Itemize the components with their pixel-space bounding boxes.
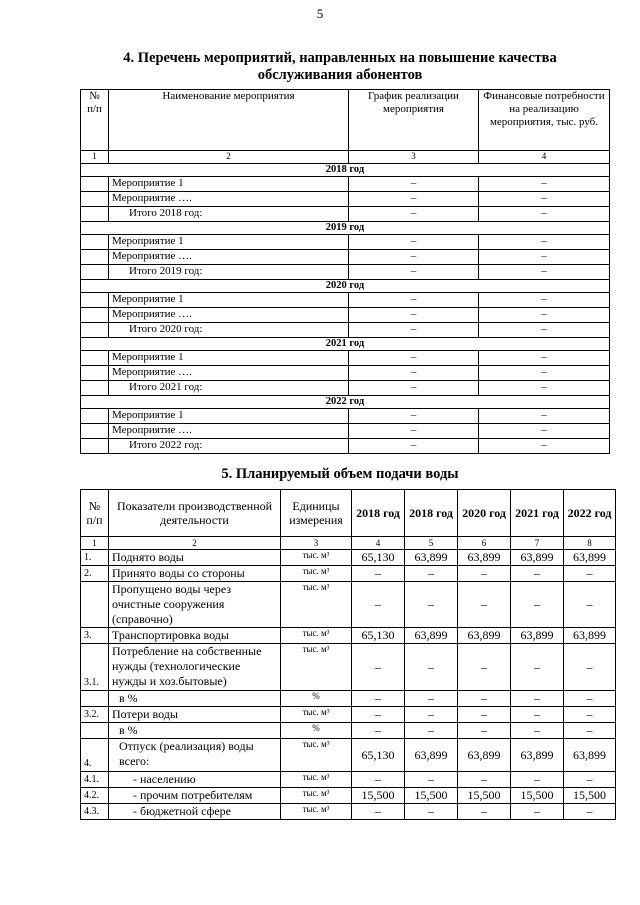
col-header-unit: Единицы измерения [281, 490, 352, 537]
table-row [81, 308, 610, 323]
year-value: – [511, 691, 564, 707]
schedule-value: – [349, 207, 479, 222]
schedule-value: – [349, 177, 479, 192]
row-number [81, 366, 109, 381]
row-number: 1. [81, 550, 109, 566]
finance-value: – [479, 424, 610, 439]
schedule-value: – [349, 351, 479, 366]
table-row [81, 788, 616, 804]
year-value: – [511, 723, 564, 739]
year-value: – [511, 582, 564, 628]
year-value: – [564, 723, 616, 739]
row-number [81, 439, 109, 454]
activity-name: Мероприятие 1 [109, 351, 349, 366]
indicator-name: - населению [109, 772, 281, 788]
indicator-name: Пропущено воды через очистные сооружения (справочно) [109, 582, 281, 628]
year-value: – [458, 772, 511, 788]
year-row [81, 396, 610, 409]
indicator-name: - бюджетной сфере [109, 804, 281, 820]
year-value: – [564, 804, 616, 820]
row-number: 4.2. [81, 788, 109, 804]
table-header [81, 90, 610, 151]
year-value: – [352, 644, 405, 691]
year-value: – [511, 644, 564, 691]
col-header-indicator: Показатели производственной деятельности [109, 490, 281, 537]
indicator-name: Потребление на собственные нужды (технологические нужды и хоз.бытовые) [109, 644, 281, 691]
year-row [81, 222, 610, 235]
year-value: – [352, 723, 405, 739]
row-number: 3. [81, 628, 109, 644]
activity-name: Мероприятие 1 [109, 235, 349, 250]
year-label: 2018 год [81, 164, 610, 177]
col-header-num: № п/п [81, 90, 109, 151]
finance-value: – [479, 265, 610, 280]
column-numbers-row [81, 537, 616, 550]
finance-value: – [479, 409, 610, 424]
year-value: – [405, 644, 458, 691]
year-value: – [405, 804, 458, 820]
finance-value: – [479, 366, 610, 381]
col-number: 4 [352, 537, 405, 550]
row-number: 4.3. [81, 804, 109, 820]
col-header-name: Наименование мероприятия [109, 90, 349, 151]
unit-value: тыс. м³ [281, 772, 352, 788]
year-value: – [405, 772, 458, 788]
col-number: 1 [81, 537, 109, 550]
year-value: – [458, 582, 511, 628]
table-row [81, 582, 616, 628]
indicator-name: в % [109, 723, 281, 739]
activity-name: Итого 2020 год: [109, 323, 349, 338]
row-number [81, 250, 109, 265]
year-value: – [564, 644, 616, 691]
col-header-finance: Финансовые потребности на реализацию мероприятия, тыс. руб. [479, 90, 610, 151]
schedule-value: – [349, 323, 479, 338]
year-value: – [458, 723, 511, 739]
column-numbers-row [81, 151, 610, 164]
indicator-name: Поднято воды [109, 550, 281, 566]
year-value: – [458, 707, 511, 723]
year-value: 15,500 [564, 788, 616, 804]
year-row [81, 164, 610, 177]
finance-value: – [479, 351, 610, 366]
section5-title: 5. Планируемый объем подачи воды [221, 466, 459, 482]
activity-name: Итого 2018 год: [109, 207, 349, 222]
activity-name: Итого 2019 год: [109, 265, 349, 280]
col-number: 6 [458, 537, 511, 550]
year-label: 2019 год [81, 222, 610, 235]
schedule-value: – [349, 192, 479, 207]
row-number [81, 691, 109, 707]
year-value: 15,500 [405, 788, 458, 804]
finance-value: – [479, 192, 610, 207]
row-number [81, 235, 109, 250]
row-number [81, 323, 109, 338]
year-value: 63,899 [511, 550, 564, 566]
year-value: 63,899 [564, 628, 616, 644]
unit-value: тыс. м³ [281, 739, 352, 772]
row-number [81, 409, 109, 424]
schedule-value: – [349, 308, 479, 323]
activity-name: Мероприятие 1 [109, 409, 349, 424]
table-row [81, 366, 610, 381]
water-supply-table [80, 489, 616, 820]
schedule-value: – [349, 265, 479, 280]
row-number [81, 582, 109, 628]
section4-title [60, 50, 620, 84]
finance-value: – [479, 439, 610, 454]
finance-value: – [479, 381, 610, 396]
indicator-name: Принято воды со стороны [109, 566, 281, 582]
year-value: – [511, 707, 564, 723]
finance-value: – [479, 207, 610, 222]
col-header-year: 2018 год [405, 490, 458, 537]
activities-body [81, 164, 610, 454]
schedule-value: – [349, 293, 479, 308]
col-number: 8 [564, 537, 616, 550]
year-value: – [405, 723, 458, 739]
table-row [81, 409, 610, 424]
unit-value: % [281, 723, 352, 739]
table-row [81, 691, 616, 707]
schedule-value: – [349, 409, 479, 424]
table-row [81, 439, 610, 454]
activity-name: Мероприятие …. [109, 366, 349, 381]
row-number: 2. [81, 566, 109, 582]
indicator-name: в % [109, 691, 281, 707]
col-header-year: 2018 год [352, 490, 405, 537]
year-value: – [405, 566, 458, 582]
year-value: – [352, 707, 405, 723]
table-row [81, 772, 616, 788]
activity-name: Мероприятие 1 [109, 177, 349, 192]
year-value: – [564, 772, 616, 788]
table-row [81, 723, 616, 739]
unit-value: тыс. м³ [281, 550, 352, 566]
year-value: 63,899 [458, 739, 511, 772]
table-header [81, 490, 616, 537]
col-number: 3 [349, 151, 479, 164]
col-number: 5 [405, 537, 458, 550]
table-row [81, 707, 616, 723]
page-number: 5 [316, 6, 324, 21]
year-value: – [458, 566, 511, 582]
finance-value: – [479, 235, 610, 250]
table-row [81, 177, 610, 192]
table-row [81, 207, 610, 222]
year-value: 15,500 [458, 788, 511, 804]
year-value: 65,130 [352, 550, 405, 566]
year-row [81, 280, 610, 293]
year-value: – [352, 772, 405, 788]
activity-name: Мероприятие …. [109, 250, 349, 265]
year-value: – [458, 804, 511, 820]
year-value: – [405, 582, 458, 628]
table-row [81, 381, 610, 396]
year-value: 65,130 [352, 739, 405, 772]
year-value: 65,130 [352, 628, 405, 644]
indicator-name: Потери воды [109, 707, 281, 723]
table-row [81, 566, 616, 582]
year-value: – [564, 691, 616, 707]
col-header-year: 2022 год [564, 490, 616, 537]
row-number [81, 265, 109, 280]
year-value: – [511, 804, 564, 820]
row-number [81, 723, 109, 739]
unit-value: тыс. м³ [281, 788, 352, 804]
table-row [81, 351, 610, 366]
year-value: 63,899 [405, 550, 458, 566]
row-number: 4. [81, 739, 109, 772]
year-value: 15,500 [352, 788, 405, 804]
finance-value: – [479, 177, 610, 192]
col-number: 4 [479, 151, 610, 164]
activity-name: Итого 2022 год: [109, 439, 349, 454]
year-value: – [352, 691, 405, 707]
unit-value: тыс. м³ [281, 644, 352, 691]
table-row [81, 628, 616, 644]
year-value: 63,899 [564, 739, 616, 772]
section4-title-line1: 4. Перечень мероприятий, направленных на повышение качества [123, 50, 557, 66]
table-row [81, 804, 616, 820]
row-number [81, 308, 109, 323]
year-value: – [564, 582, 616, 628]
row-number [81, 351, 109, 366]
indicator-name: - прочим потребителям [109, 788, 281, 804]
unit-value: тыс. м³ [281, 582, 352, 628]
activity-name: Итого 2021 год: [109, 381, 349, 396]
year-value: – [564, 707, 616, 723]
year-value: – [352, 566, 405, 582]
row-number [81, 207, 109, 222]
col-header-year: 2021 год [511, 490, 564, 537]
schedule-value: – [349, 424, 479, 439]
schedule-value: – [349, 250, 479, 265]
schedule-value: – [349, 439, 479, 454]
col-header-schedule: График реализации мероприятия [349, 90, 479, 151]
year-value: – [458, 644, 511, 691]
year-label: 2022 год [81, 396, 610, 409]
table-row [81, 250, 610, 265]
schedule-value: – [349, 381, 479, 396]
row-number: 4.1. [81, 772, 109, 788]
row-number [81, 424, 109, 439]
col-number: 3 [281, 537, 352, 550]
table-row [81, 550, 616, 566]
row-number [81, 381, 109, 396]
col-number: 7 [511, 537, 564, 550]
year-value: 63,899 [405, 628, 458, 644]
year-value: 63,899 [405, 739, 458, 772]
year-value: 15,500 [511, 788, 564, 804]
table-row [81, 293, 610, 308]
unit-value: тыс. м³ [281, 628, 352, 644]
activity-name: Мероприятие …. [109, 192, 349, 207]
section4-title-line2: обслуживания абонентов [257, 67, 423, 83]
unit-value: тыс. м³ [281, 566, 352, 582]
table-row [81, 192, 610, 207]
col-number: 1 [81, 151, 109, 164]
year-value: 63,899 [564, 550, 616, 566]
year-value: 63,899 [511, 739, 564, 772]
water-supply-body [81, 550, 616, 820]
table-row [81, 265, 610, 280]
schedule-value: – [349, 235, 479, 250]
table-row [81, 644, 616, 691]
activity-name: Мероприятие 1 [109, 293, 349, 308]
year-value: – [511, 772, 564, 788]
row-number [81, 192, 109, 207]
year-value: – [511, 566, 564, 582]
col-number: 2 [109, 151, 349, 164]
row-number [81, 177, 109, 192]
year-value: – [352, 804, 405, 820]
table-row [81, 323, 610, 338]
row-number [81, 293, 109, 308]
year-value: – [405, 691, 458, 707]
unit-value: тыс. м³ [281, 707, 352, 723]
year-value: – [564, 566, 616, 582]
indicator-name: Транспортировка воды [109, 628, 281, 644]
year-value: 63,899 [458, 550, 511, 566]
table-row [81, 235, 610, 250]
finance-value: – [479, 308, 610, 323]
row-number: 3.2. [81, 707, 109, 723]
col-number: 2 [109, 537, 281, 550]
year-value: – [405, 707, 458, 723]
year-value: 63,899 [458, 628, 511, 644]
table-row [81, 424, 610, 439]
unit-value: % [281, 691, 352, 707]
table-row [81, 739, 616, 772]
unit-value: тыс. м³ [281, 804, 352, 820]
year-value: 63,899 [511, 628, 564, 644]
col-header-num: № п/п [81, 490, 109, 537]
activity-name: Мероприятие …. [109, 424, 349, 439]
year-label: 2021 год [81, 338, 610, 351]
indicator-name: Отпуск (реализация) воды всего: [109, 739, 281, 772]
year-value: – [352, 582, 405, 628]
year-value: – [458, 691, 511, 707]
finance-value: – [479, 250, 610, 265]
schedule-value: – [349, 366, 479, 381]
activity-name: Мероприятие …. [109, 308, 349, 323]
col-header-year: 2020 год [458, 490, 511, 537]
year-label: 2020 год [81, 280, 610, 293]
activities-table [80, 89, 610, 454]
year-row [81, 338, 610, 351]
finance-value: – [479, 293, 610, 308]
finance-value: – [479, 323, 610, 338]
row-number: 3.1. [81, 644, 109, 691]
